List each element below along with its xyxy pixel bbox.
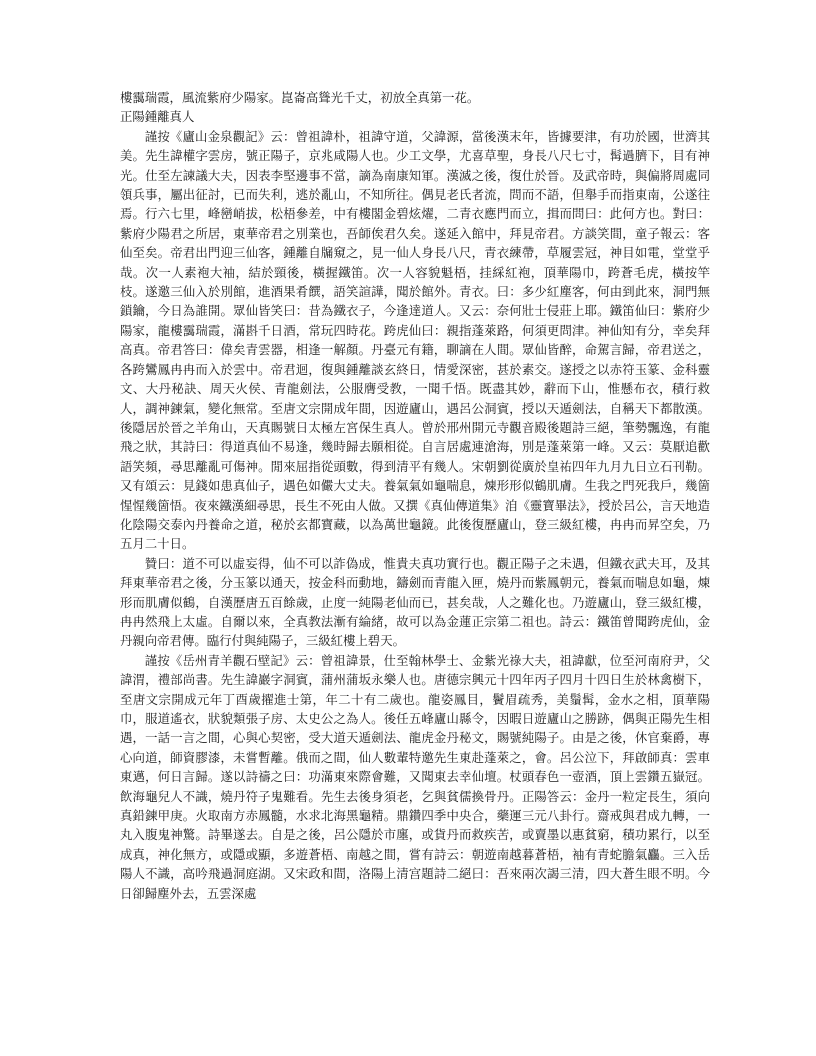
paragraph-lu-biography: 謹按《岳州青羊觀石壁記》云：曾祖諱景，仕至翰林學士、金紫光祿大夫，祖諱獻，位至河南府尹，父諱渭，禮部尚書。先生諱巖字洞賓，蒲州蒲坂永樂人也。唐德宗興元十四年丙子四月十四日生於林禽樹下，至唐文宗開成元年丁酉歲擢進士第，年二十有二歲也。龍姿鳳目，鬢眉疏秀，美鬚髯，金水之相，頂華陽巾，服道遙衣，狀貌類張子房、太史公之為人。後任五峰廬山縣令，因暇日遊廬山之勝跡，偶與正陽先生相遇，一話一言之間，心與心契密，受大道天遁劍法、龍虎金丹秘文，賜號純陽子。由是之後，休官棄爵，專心向道，師資膠漆，未嘗暫離。俄而之間，仙人數輩特邀先生東赴蓬萊之，會。呂公泣下，拜啟師真：雲車東邁，何日言歸。遂以詩禱之曰：功滿東來際會難，又聞東去幸仙壇。杖頭春色一壺酒，頂上雲鑽五嶽冠。飲海龜兒人不識，燒丹符子鬼難看。先生去後身須老，乞與貧儒換骨丹。正陽答云：金丹一粒定長生，須向真鉛鍊甲庚。火取南方赤鳳髓，水求北海黑龜精。鼎鑽四季中央合，藥運三元八卦行。齋戒與君成九轉，一丸入腹鬼神驚。詩畢遂去。自是之後，呂公隱於市廛，或貨丹而救疾苦，或賣墨以惠貧窮，積功累行，以至成真，神化無方，或隱或顯，多遊蒼梧、南越之間，嘗有詩云：朝遊南越暮蒼梧，袖有青蛇膽氣麤。三入岳陽人不識，高吟飛過洞庭湖。又宋政和間，洛陽上清宫題詩二絕曰：吾來兩次謁三清，四大蒼生眼不明。今日卻歸塵外去，五雲深處 — [120, 652, 710, 901]
paragraph-eulogy: 贊曰：道不可以虛妄得，仙不可以詐偽成，惟貴夫真功實行也。觀正陽子之未遇，但鐵衣武夫耳，及其拜東華帝君之後，分玉篆以通天，按金科而動地，鑄劍而青龍入匣，燒丹而紫鳳朝元，養氣而喘息如龜，煉形而肌膚似鶴，自漢歷唐五百餘歲，止度一純陽老仙而已，甚矣哉，人之難化也。乃遊廬山，登三級紅樓，冉冉然飛上太虛。自爾以來，全真教法漸有綸緒，故可以為金蓮正宗第二祖也。詩云：鐵笛曾聞跨虎仙，金丹親向帝君傳。臨行付與純陽子，三級紅樓上碧天。 — [120, 555, 710, 649]
section-heading: 正陽鍾離真人 — [120, 109, 195, 125]
document-page — [120, 88, 710, 903]
paragraph-poem-ending: 樓靄瑞霞，風流紫府少陽家。崑崙高聳光千丈，初放全真第一花。 — [120, 90, 480, 105]
paragraph-biography: 謹按《廬山金泉觀記》云：曾祖諱朴，祖諱守道，父諱源，當後漢末年，皆據要津，有功於國，世濟其美。先生諱權字雲房，號正陽子，京兆咸陽人也。少工文學，尤喜草聖，身長八尺七寸，髯過臍下，目有神光。仕至左諫議大夫，因表李堅邊事不當，謫為南康知軍。漢滅之後，復仕於晉。及武帝時，與偏將周處同領兵事，屬出征討，已而失利，逃於亂山，不知所往。偶見老氏者流，問而不語，但舉手而指東南，公遂往焉。行六七里，峰巒峭拔，松梧參差，中有樓閣金碧炫燿，二青衣應門而立，揖而問曰：此何方也。對曰：紫府少陽君之所居，東華帝君之別業也，吾師俟君久矣。遂延入館中，拜見帝君。方談笑間，童子報云：客仙至矣。帝君出門迎三仙客，鍾離自牖窺之，見一仙人身長八尺，青衣練帶，草履雲冠，神目如電，堂堂乎哉。次一人素袍大袖，結於頸後，橫握鐵笛。次一人容貌魁梧，挂綵紅袍，頂華陽巾，跨蒼毛虎，橫按竿枝。遂邀三仙入於別館，進酒果肴饌，語笑諠譁，聞於館外。青衣。曰：多少紅塵客，何由到此來，洞門無鎖鑰，今日為誰開。眾仙皆笑曰：昔為鐵衣子，今逢達道人。又云：奈何壯士侵莊上耶。鐵笛仙曰：紫府少陽家，龍樓靄瑞霞，滿斟千日酒，常玩四時花。跨虎仙曰：親指蓬萊路，何須更問津。神仙知有分，幸矣拜高真。帝君答曰：偉矣青雲器，相逢一解顏。丹臺元有籍，聊謫在人間。眾仙皆醉，命駕言歸，帝君送之，各跨鸞鳳冉冉而入於雲中。帝君迴，復與鍾離談玄終日，情愛深密，甚於素交。遂授之以赤符玉篆、金科靈文、大丹秘訣、周天火侯、青龍劍法，公服膺受教，一聞千悟。既盡其妙，辭而下山，惟懸布衣，積行救人，調神鍊氣，變化無常。至唐文宗開成年間，因遊廬山，遇呂公洞賓，授以天遁劍法，自稱天下都散漢。後隱居於晉之羊角山，天真賜號日太極左宮保生真人。曾於邢州開元寺觀音殿後題詩三絕，筆勢飄逸，有龍飛之狀，其詩曰：得道真仙不易逢，幾時歸去願相從。自言居處連滄海，別是蓬萊第一峰。又云：莫厭追歡語笑頻，尋思離亂可傷神。閒來屈指從頭數，得到清平有幾人。宋朝劉從廣於皇祐四年九月九日立石刊勒。又有頌云：見錢如患真仙子，遇色如儼大丈夫。養氣氣如龜喘息，煉形形似鶴肌膚。生我之門死我戶，幾箇惺惺幾箇悟。夜來鐵漢細尋思，長生不死由人做。又撰《真仙傳道集》洎《靈寶畢法》，授於呂公，言天地造化陰陽交泰內丹養命之道，秘於玄都寶藏，以為萬世龜鏡。此後復歷廬山，登三級紅樓，冉冉而昇空矣，乃五月二十日。 — [120, 128, 710, 552]
